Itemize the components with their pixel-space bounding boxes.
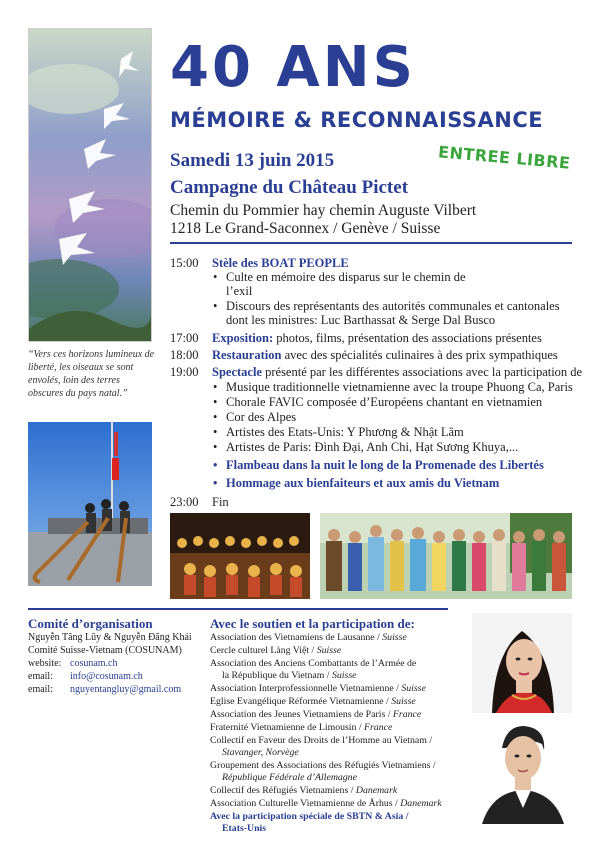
- doves-painting: [28, 28, 152, 342]
- schedule-spectacle: [212, 365, 582, 380]
- schedule-bullet: Discours des représentants des autorités communales et cantonales: [226, 299, 560, 313]
- time-1800: 18:00: [170, 348, 199, 362]
- supporter-item: Fraternité Vietnamienne de Limousin / France: [210, 722, 393, 733]
- time-1500: 15:00: [170, 256, 199, 270]
- schedule-bullet: Artistes des Etats-Unis: Y Phương & Nhật Lâm: [226, 425, 464, 439]
- schedule-text: présenté par les différentes associations avec la participation de: [265, 365, 583, 379]
- bullet-icon: •: [213, 410, 218, 424]
- schedule-text: avec des spécialités culinaires à des prix sympathiques: [284, 348, 558, 362]
- alphorn-photo: [28, 422, 152, 586]
- footer-divider: [28, 608, 448, 610]
- bullet-icon: •: [213, 270, 218, 284]
- supporter-item: Collectif en Faveur des Droits de l’Homme au Vietnam /: [210, 735, 433, 746]
- schedule-title-spectacle: Spectacle: [212, 365, 262, 379]
- supporter-special: Avec la participation spéciale de SBTN & Asia /: [210, 811, 409, 822]
- website-link[interactable]: cosunam.ch: [70, 658, 118, 669]
- page-subtitle: MÉMOIRE & RECONNAISSANCE: [170, 108, 544, 132]
- bullet-icon: •: [213, 476, 218, 490]
- bullet-icon: •: [213, 425, 218, 439]
- schedule-title-stele: Stèle des BOAT PEOPLE: [212, 256, 349, 270]
- event-date: Samedi 13 juin 2015: [170, 150, 335, 171]
- supporter-item: Eglise Evangélique Réformée Vietnamienne / Suisse: [210, 696, 416, 707]
- schedule-text: photos, films, présentation des associations présentes: [276, 331, 542, 345]
- supporter-item: Association Culturelle Vietnamienne de Århus / Danemark: [210, 798, 442, 809]
- email-label: email:: [28, 671, 53, 682]
- page-title: 40 ANS: [170, 35, 416, 100]
- bullet-icon: •: [213, 395, 218, 409]
- email-link-1[interactable]: info@cosunam.ch: [70, 671, 143, 682]
- schedule-title-restauration: Restauration: [212, 348, 282, 362]
- supporter-item-cont: la République du Vietnam / Suisse: [222, 670, 357, 681]
- schedule-bullet: Artistes de Paris: Đình Đại, Anh Chi, Hạt Sương Khuya,...: [226, 440, 519, 454]
- support-title: Avec le soutien et la participation de:: [210, 616, 415, 631]
- email-label: email:: [28, 684, 53, 695]
- committee-members: Nguyễn Tăng Lũy & Nguyễn Đăng Khải: [28, 632, 192, 643]
- committee-name: Comité Suisse-Vietnam (COSUNAM): [28, 645, 182, 656]
- bullet-icon: •: [213, 380, 218, 394]
- time-1900: 19:00: [170, 365, 199, 379]
- schedule-bullet-cont: l’exil: [226, 284, 253, 298]
- address-line-2: 1218 Le Grand-Saconnex / Genève / Suisse: [170, 220, 441, 237]
- bullet-icon: •: [213, 440, 218, 454]
- schedule-bullet: Musique traditionnelle vietnamienne avec la troupe Phuong Ca, Paris: [226, 380, 573, 394]
- committee-title: Comité d’organisation: [28, 616, 153, 631]
- schedule-bullet-flambeau: Flambeau dans la nuit le long de la Promenade des Libertés: [226, 458, 544, 472]
- supporter-special-cont: Etats-Unis: [222, 823, 267, 834]
- bullet-icon: •: [213, 458, 218, 472]
- time-1700: 17:00: [170, 331, 199, 345]
- supporter-item: Groupement des Associations des Réfugiés Vietnamiens /: [210, 760, 436, 771]
- supporter-item-cont: Stavanger, Norvège: [222, 747, 299, 758]
- address-line-1: Chemin du Pommier hay chemin Auguste Vilbert: [170, 202, 477, 219]
- supporter-item-cont: République Fédérale d’Allemagne: [222, 772, 357, 783]
- schedule-restauration: [212, 348, 558, 363]
- schedule-fin: Fin: [212, 495, 229, 509]
- schedule-bullet: Cor des Alpes: [226, 410, 297, 424]
- header-divider: [170, 242, 572, 244]
- schedule-bullet: Chorale FAVIC composée d’Européens chantant en vietnamien: [226, 395, 543, 409]
- portrait-male-singer: [472, 718, 572, 824]
- schedule-exposition: [212, 331, 542, 346]
- group-photo: [320, 513, 572, 599]
- supporter-item: Cercle culturel Làng Việt / Suisse: [210, 645, 342, 656]
- portrait-female-singer: [472, 613, 572, 713]
- supporter-item: Collectif des Réfugiés Vietnamiens / Danemark: [210, 785, 398, 796]
- orchestra-photo: [170, 513, 310, 599]
- supporter-item: Association des Anciens Combattants de l’Armée de: [210, 658, 417, 669]
- schedule-bullet-cont: dont les ministres: Luc Barthassat & Serge Dal Busco: [226, 313, 496, 327]
- email-link-2[interactable]: nguyentangluy@gmail.com: [70, 684, 182, 695]
- schedule-title-exposition: Exposition:: [212, 331, 274, 345]
- venue-name: Campagne du Château Pictet: [170, 177, 409, 198]
- supporter-item: Association Interprofessionnelle Vietnamienne / Suisse: [210, 683, 426, 694]
- supporter-item: Association des Vietnamiens de Lausanne / Suisse: [210, 632, 407, 643]
- schedule-bullet: Culte en mémoire des disparus sur le chemin de: [226, 270, 466, 284]
- quote-text: “Vers ces horizons lumineux de liberté, les oiseaux se sont envolés, loin des terres obscures du pays natal.”: [28, 349, 155, 399]
- time-2300: 23:00: [170, 495, 199, 509]
- bullet-icon: •: [213, 299, 218, 313]
- schedule-bullet-hommage: Hommage aux bienfaiteurs et aux amis du Vietnam: [226, 476, 500, 490]
- supporter-item: Association des Jeunes Vietnamiens de Paris / France: [210, 709, 422, 720]
- website-label: website:: [28, 658, 62, 669]
- entry-badge: ENTREE LIBRE: [437, 142, 572, 173]
